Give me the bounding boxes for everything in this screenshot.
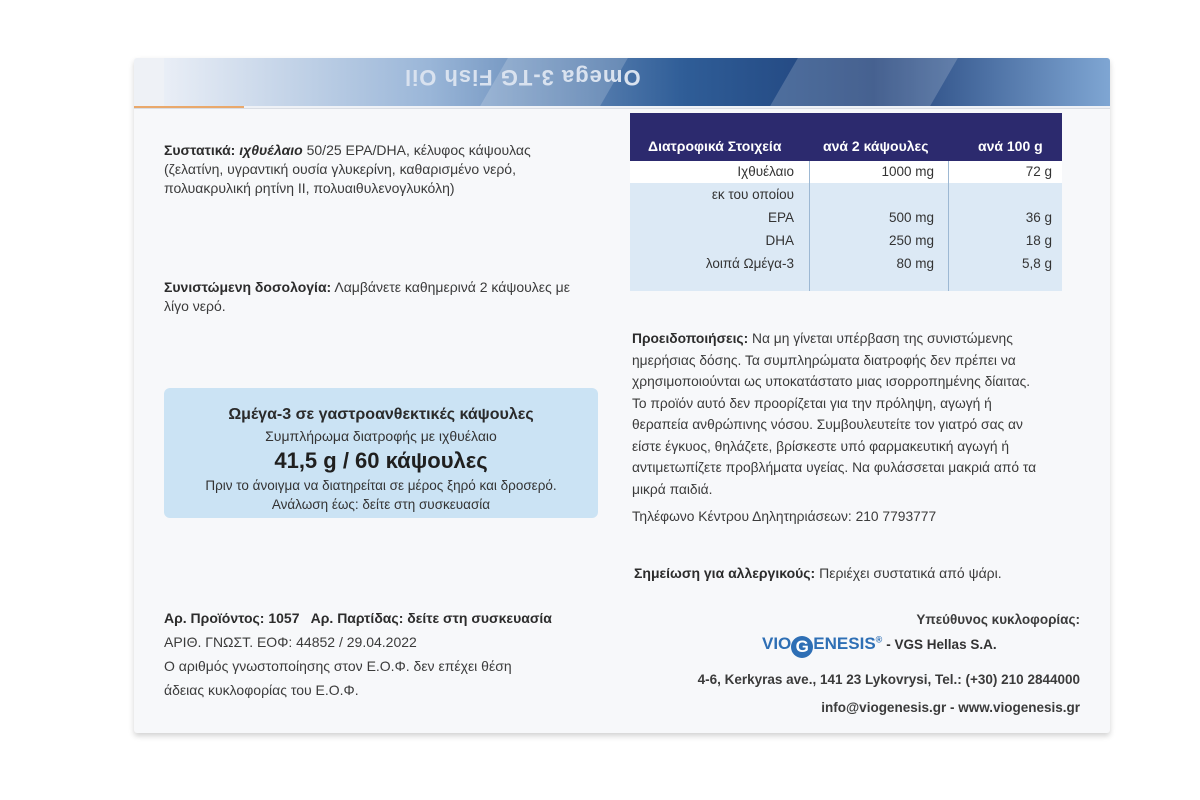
distributor-address: 4-6, Kerkyras ave., 141 23 Lykovrysi, Tel.: (+30) 210 2844000 [697,672,1080,687]
logo-vio: VIO [762,634,792,653]
nutrition-cell: λοιπά Ωμέγα-3 [705,256,794,271]
eof-disclaimer-line1: Ο αριθμός γνωστοποίησης στον Ε.Ο.Φ. δεν επέχει θέση [164,658,512,674]
promo-expiry: Ανάλωση έως: δείτε στη συσκευασία [271,497,491,512]
warnings-line: χρησιμοποιούνται ως υποκατάστατο μιας ισορροπημένης δίαιτας. [632,374,1031,389]
distributor-web: info@viogenesis.gr - www.viogenesis.gr [821,700,1080,715]
warnings-line: ημερήσιας δόσης. Τα συμπληρώματα διατροφής δεν πρέπει να [632,352,1016,368]
ingredients-text [164,141,604,198]
nutrition-cell: DHA [765,233,794,248]
poison-center-phone: Τηλέφωνο Κέντρου Δηλητηριάσεων: 210 7793777 [632,509,937,524]
banner-decoration [770,58,958,106]
warnings-line: Το προϊόν αυτό δεν προορίζεται για την πρόληψη, αγωγή ή [632,395,992,411]
nutrition-header [630,113,1062,161]
viogenesis-logo [762,634,997,658]
nutrition-cell: Ιχθυέλαιο [737,164,794,179]
company-name: - VGS Hellas S.A. [886,637,997,652]
ingredients-line3: πολυακρυλική ρητίνη ΙΙ, πολυαιθυλενογλυκόλη) [164,180,455,196]
ingredients-line1: 50/25 EPA/DHA, κέλυφος κάψουλας [302,142,531,158]
allergy-text: Περιέχει συστατικά από ψάρι. [815,565,1002,581]
nutrition-cell: EPA [767,210,794,225]
nutrition-header-per-100: ανά 100 g [978,138,1043,154]
nutrition-cell: 72 g [1025,164,1052,179]
nutrition-cell: 1000 mg [881,164,934,179]
product-info [164,606,624,702]
nutrition-cell: 250 mg [888,233,934,248]
nutrition-header-name: Διατροφικά Στοιχεία [648,138,782,154]
distributor-label: Υπεύθυνος κυκλοφορίας: [916,612,1080,627]
promo-quantity: 41,5 g / 60 κάψουλες [274,448,488,473]
warnings-line: μικρά παιδιά. [632,481,713,497]
promo-title: Ωμέγα-3 σε γαστροανθεκτικές κάψουλες [228,406,534,423]
nutrition-cell: 5,8 g [1021,256,1052,271]
product-number-line: Αρ. Προϊόντος: 1057 Αρ. Παρτίδας: δείτε στη συσκευασία [164,610,552,626]
column-divider [948,161,949,291]
ingredients-line2: (ζελατίνη, υγραντική ουσία γλυκερίνη, καθαρισμένο νερό, [164,161,516,177]
nutrition-row-band [630,161,1062,183]
nutrition-cell: 80 mg [896,256,934,271]
column-divider [809,161,810,291]
promo-storage: Πριν το άνοιγμα να διατηρείται σε μέρος ξηρό και δροσερό. [205,478,557,493]
eof-disclaimer-line2: άδειας κυκλοφορίας του Ε.Ο.Φ. [164,682,359,698]
promo-subtitle: Συμπλήρωμα διατροφής με ιχθυέλαιο [265,428,497,444]
nutrition-table [630,113,1062,291]
nutrition-header-per-2: ανά 2 κάψουλες [823,138,929,154]
nutrition-cell: 36 g [1025,210,1052,225]
warnings-line: αντιμετωπίζετε προβλήματα υγείας. Να φυλάσσεται μακριά από τα [632,460,1037,475]
dosage-text [164,278,604,316]
flap-edge-line [134,106,244,108]
logo-genesis: ENESIS [813,634,876,653]
warnings-line: Να μη γίνεται υπέρβαση της συνιστώμενης [748,331,1013,346]
logo-g-circle: G [791,636,813,658]
allergy-label: Σημείωση για αλλεργικούς: [634,565,816,581]
eof-notification-number: ΑΡΙΘ. ΓΝΩΣΤ. ΕΟΦ: 44852 / 29.04.2022 [164,634,417,650]
dosage-label: Συνιστώμενη δοσολογία: [164,279,332,295]
warnings-line: είστε έγκυος, θηλάζετε, βρίσκεστε υπό φαρμακευτική αγωγή ή [632,438,1010,454]
nutrition-cell: εκ του οποίου [711,187,794,202]
ingredients-main: ιχθυέλαιο [239,142,303,158]
dosage-line1: Λαμβάνετε καθημερινά 2 κάψουλες με [331,279,570,295]
warnings-line: θεραπεία ανθρώπινης νόσου. Συμβουλευτείτε τον γιατρό σας αν [632,417,1023,432]
warnings-text [632,328,1072,528]
warnings-label: Προειδοποιήσεις: [632,331,749,346]
logo-registered-mark: ® [875,634,883,645]
product-box-back [134,58,1110,733]
top-banner [164,58,1110,106]
nutrition-cell: 500 mg [888,210,934,225]
allergy-note [634,564,1074,583]
ingredients-label: Συστατικά: [164,142,236,158]
product-summary-box [164,388,598,518]
banner-title: Omega 3-TG Fish Oil [404,65,641,90]
nutrition-cell: 18 g [1025,233,1052,248]
dosage-line2: λίγο νερό. [164,298,226,314]
